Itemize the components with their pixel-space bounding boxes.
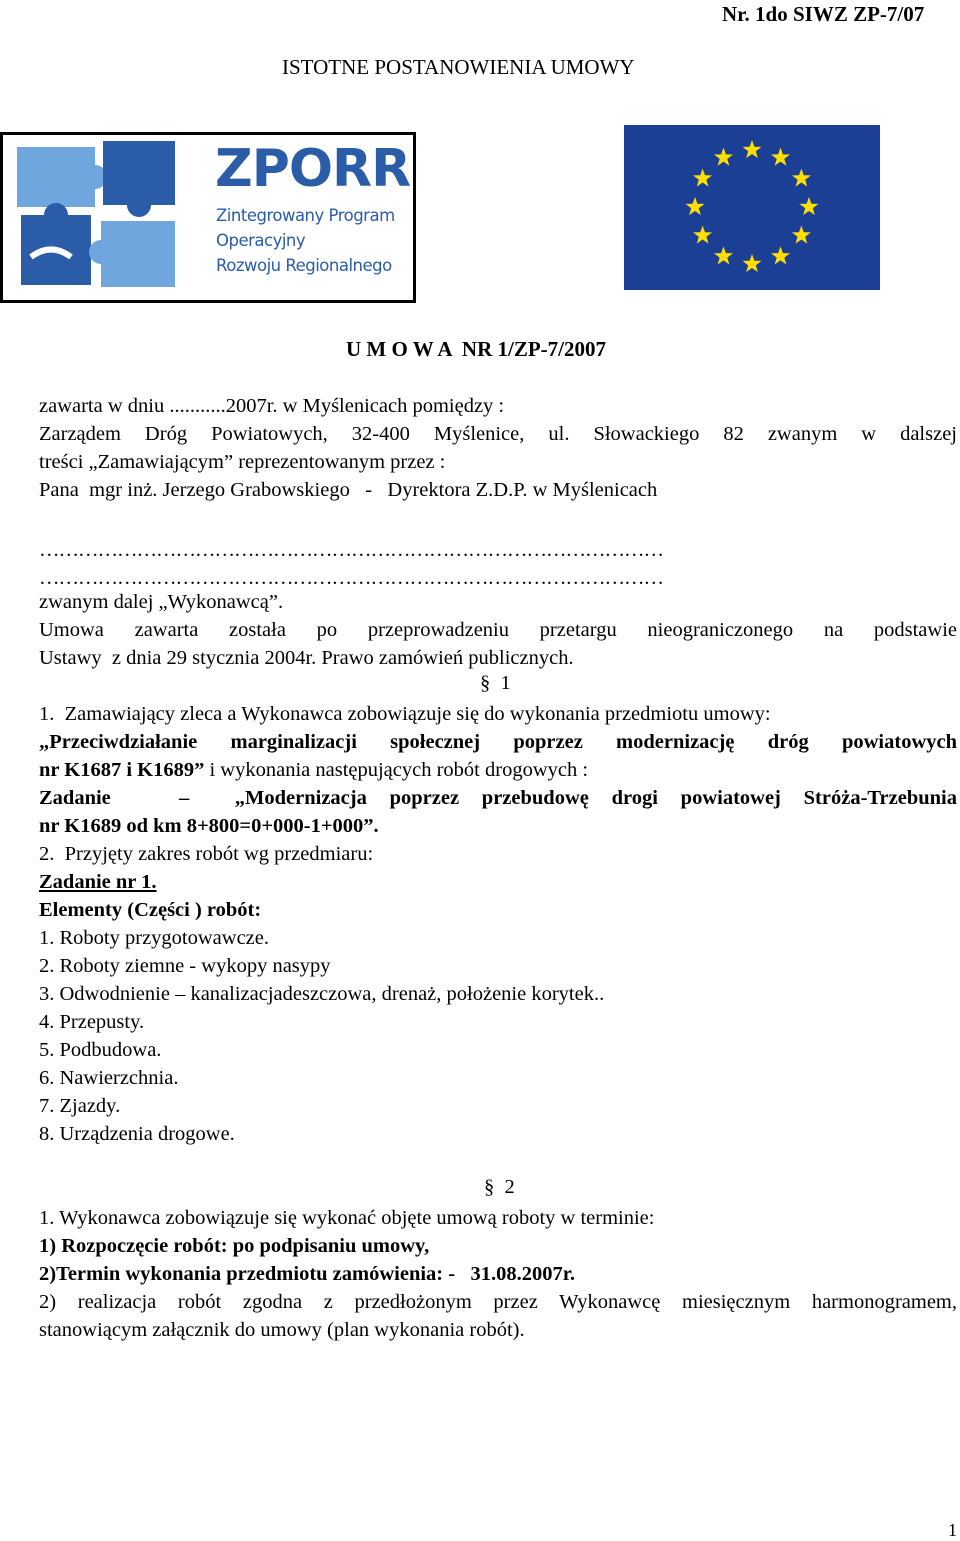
section-1-para-4: Zadanie – „Modernizacja poprzez przebudowę drogi powiatowej Stróża-Trzebunia [39,787,957,809]
contract-line-5: zwanym dalej „Wykonawcą”. [39,591,284,613]
contract-line-3: treści „Zamawiającym” reprezentowanym przez : [39,451,446,473]
eu-star-icon [771,246,790,264]
contract-line-7: Ustawy z dnia 29 stycznia 2004r. Prawo zamówień publicznych. [39,647,574,669]
section-2-para-4: 2) realizacja robót zgodna z przedłożonym przez Wykonawcę miesięcznym harmonogramem, [39,1291,957,1313]
contract-line-4: Pana mgr inż. Jerzego Grabowskiego - Dyrektora Z.D.P. w Myślenicach [39,479,658,501]
eu-star-icon [743,254,762,272]
section-1-para-1: 1. Zamawiający zleca a Wykonawca zobowiązuje się do wykonania przedmiotu umowy: [39,703,771,725]
dotted-line-2: …………………………………………………………………………………… [39,567,663,589]
contract-line-1: zawarta w dniu ...........2007r. w Myślenicach pomiędzy : [39,395,505,417]
work-item-3: 3. Odwodnienie – kanalizacjadeszczowa, drenaż, położenie korytek.. [39,983,605,1005]
document-title: ISTOTNE POSTANOWIENIA UMOWY [282,55,635,79]
zporr-brand: ZPORR [215,139,411,199]
elements-heading: Elementy (Części ) robót: [39,899,262,921]
zporr-line-1: Zintegrowany Program [216,206,395,225]
contract-number: U M O W A NR 1/ZP-7/2007 [346,337,606,361]
work-item-2: 2. Roboty ziemne - wykopy nasypy [39,955,331,977]
eu-star-icon [693,169,712,187]
eu-star-icon [743,140,762,158]
eu-star-icon [771,148,790,166]
work-item-4: 4. Przepusty. [39,1011,145,1033]
dotted-line-1: …………………………………………………………………………………… [39,539,663,561]
section-2-para-1: 1. Wykonawca zobowiązuje się wykonać objęte umową roboty w terminie: [39,1207,655,1229]
page-number: 1 [948,1520,957,1540]
eu-star-icon [800,197,819,215]
eu-flag [624,125,880,290]
section-1-para-3-rest: i wykonania następujących robót drogowych : [204,759,589,781]
work-item-5: 5. Podbudowa. [39,1039,162,1061]
section-1-heading: § 1 [480,672,511,694]
contract-line-6: Umowa zawarta została po przeprowadzeniu przetargu nieograniczonego na podstawie [39,619,957,641]
eu-star-icon [714,148,733,166]
section-1-para-5: nr K1689 od km 8+800=0+000-1+000”. [39,815,379,837]
work-item-1: 1. Roboty przygotowawcze. [39,927,269,949]
work-item-6: 6. Nawierzchnia. [39,1067,179,1089]
puzzle-icon [11,137,211,302]
eu-star-icon [714,246,733,264]
work-item-7: 7. Zjazdy. [39,1095,121,1117]
section-2-para-3: 2)Termin wykonania przedmiotu zamówienia: - 31.08.2007r. [39,1263,576,1285]
section-1-para-3 [39,756,588,784]
eu-star-icon [686,197,705,215]
task-heading: Zadanie nr 1. [39,871,157,893]
work-item-8: 8. Urządzenia drogowe. [39,1123,235,1145]
zporr-line-3: Rozwoju Regionalnego [216,256,392,275]
zporr-line-2: Operacyjny [216,231,306,250]
zporr-logo [0,132,416,303]
section-1-para-3-bold: nr K1687 i K1689” [39,759,205,781]
section-2-para-5: stanowiącym załącznik do umowy (plan wykonania robót). [39,1319,525,1341]
section-2-para-2: 1) Rozpoczęcie robót: po podpisaniu umowy, [39,1235,430,1257]
section-1-para-6: 2. Przyjęty zakres robót wg przedmiaru: [39,843,374,865]
eu-star-icon [693,226,712,244]
section-1-para-2: „Przeciwdziałanie marginalizacji społecznej poprzez modernizację dróg powiatowych [39,731,957,753]
annex-reference: Nr. 1do SIWZ ZP-7/07 [722,2,925,26]
eu-stars-icon [624,125,880,290]
eu-star-icon [792,169,811,187]
eu-star-icon [792,226,811,244]
contract-line-2: Zarządem Dróg Powiatowych, 32-400 Myślenice, ul. Słowackiego 82 zwanym w dalszej [39,423,957,445]
section-2-heading: § 2 [484,1176,515,1198]
